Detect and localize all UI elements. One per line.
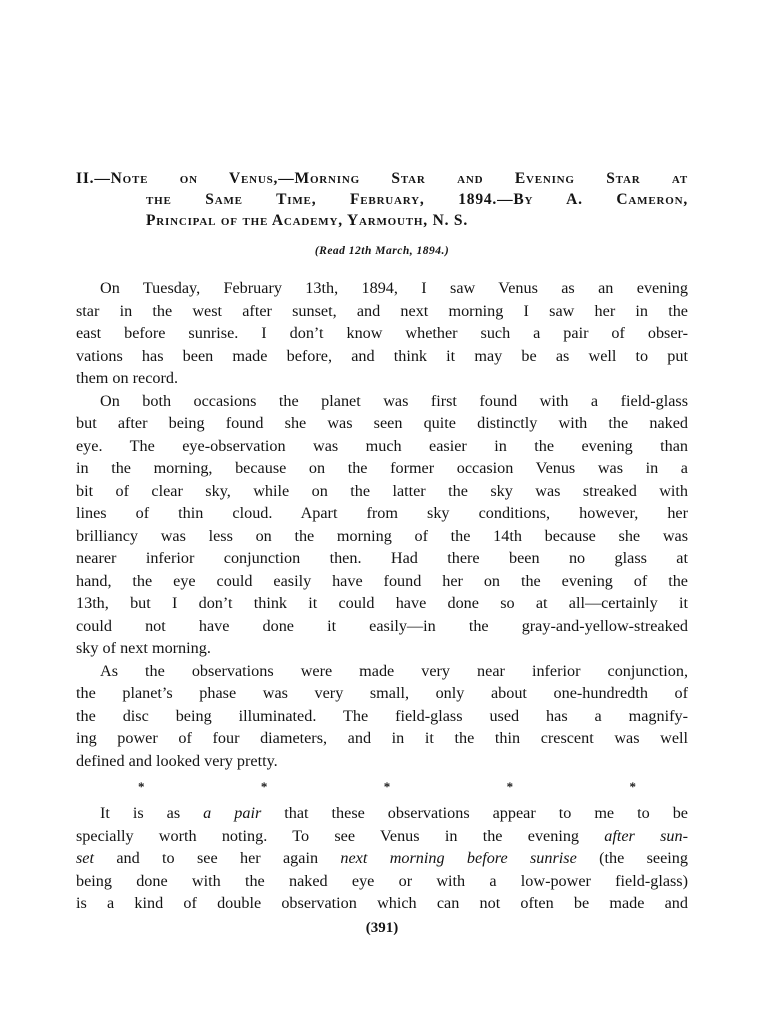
article-title	[76, 168, 688, 231]
text-line: ing power of four diameters, and in it the thin crescent was well	[76, 729, 688, 747]
text-line: lines of thin cloud. Apart from sky conditions, however, her	[76, 504, 688, 522]
text-run: that these observations appear to me to be	[261, 804, 688, 822]
article-body	[76, 277, 688, 939]
text-run: It is as	[100, 804, 204, 822]
text-line: brilliancy was less on the morning of the 14th because she was	[76, 526, 688, 545]
text-line: the disc being illuminated. The field-glass used has a magnify-	[76, 706, 688, 725]
text-line: but after being found she was seen quite distinctly with the naked	[76, 414, 688, 432]
text-line	[76, 825, 688, 848]
read-date-note: (Read 12th March, 1894.)	[314, 245, 450, 257]
title-line-3: Principal of the Academy, Yarmouth, N. S.	[146, 212, 469, 229]
text-line: vations has been made before, and think it may be as well to put	[76, 346, 688, 365]
star-mark: *	[629, 779, 636, 794]
text-line: sky of next morning.	[76, 639, 211, 657]
italic-text: next morning before sunrise	[340, 849, 577, 867]
text-line: As the observations were made very near inferior conjunction,	[100, 661, 688, 680]
star-mark: *	[383, 779, 391, 794]
text-line: On both occasions the planet was first found with a field-glass	[100, 391, 688, 410]
text-line	[76, 802, 688, 825]
text-run: specially worth noting. To see Venus in the evening	[76, 826, 605, 845]
italic-text: after sun-	[604, 826, 689, 845]
star-mark: *	[506, 779, 514, 794]
title-line-1: II.—Note on Venus,—Morning Star and Evening Star at	[76, 170, 688, 187]
paragraph-2	[76, 390, 688, 660]
title-line-2: the Same Time, February, 1894.—By A. Cameron,	[146, 191, 688, 208]
paragraph-4	[76, 802, 688, 915]
page-number: (391)	[365, 919, 399, 936]
text-line: in the morning, because on the former occasion Venus was in a	[76, 459, 688, 477]
paragraph-3	[76, 660, 688, 773]
text-run: (the seeing	[576, 849, 688, 867]
italic-text: a pair	[203, 804, 262, 822]
text-line: east before sunrise. I don’t know whether such a pair of obser-	[76, 324, 688, 342]
text-line: hand, the eye could easily have found her on the evening of the	[76, 571, 688, 590]
section-separator-stars	[76, 772, 688, 802]
text-line: star in the west after sunset, and next morning I saw her in the	[76, 301, 688, 320]
document-page	[76, 168, 688, 939]
star-mark: *	[138, 779, 145, 794]
paragraph-1	[76, 277, 688, 390]
text-line: 13th, but I don’t think it could have done so at all—certainly it	[76, 594, 688, 612]
text-line: defined and looked very pretty.	[76, 751, 278, 770]
text-line: could not have done it easily—in the gray-and-yellow-streaked	[76, 616, 688, 635]
text-line: being done with the naked eye or with a low-power field-glass)	[76, 871, 688, 890]
text-line	[76, 847, 688, 870]
text-line: nearer inferior conjunction then. Had there been no glass at	[76, 549, 688, 567]
text-run: and to see her again	[93, 849, 341, 867]
text-line: bit of clear sky, while on the latter the sky was streaked with	[76, 481, 688, 500]
text-line: them on record.	[76, 369, 179, 387]
text-line: is a kind of double observation which can not often be made and	[76, 894, 688, 912]
text-line: the planet’s phase was very small, only about one-hundredth of	[76, 684, 688, 702]
text-line: On Tuesday, February 13th, 1894, I saw Venus as an evening	[100, 279, 688, 297]
italic-text: set	[76, 849, 94, 867]
text-line: eye. The eye-observation was much easier in the evening than	[76, 436, 688, 455]
star-mark: *	[260, 779, 268, 794]
